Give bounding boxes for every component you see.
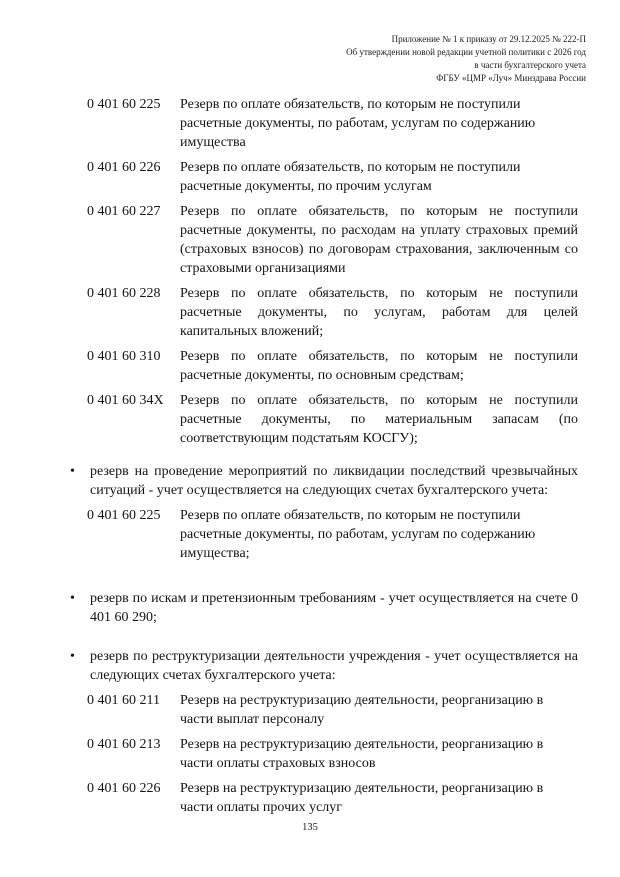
account-code: 0 401 60 227 bbox=[87, 204, 161, 219]
account-entry bbox=[87, 284, 578, 341]
account-entry bbox=[87, 95, 578, 152]
account-description: Резерв на реструктуризацию деятельности, реорганизацию в части оплаты прочих услуг bbox=[180, 781, 544, 815]
header-line-organization: ФГБУ «ЦМР «Луч» Минздрава России bbox=[436, 73, 586, 83]
account-code: 0 401 60 211 bbox=[87, 693, 160, 708]
account-entry bbox=[87, 691, 578, 729]
document-header bbox=[0, 0, 620, 85]
account-entry bbox=[87, 158, 578, 196]
account-description: Резерв по оплате обязательств, по которым не поступили расчетные документы, по материальным запасам (по соответствующим подстатьям КОСГУ); bbox=[180, 393, 578, 446]
account-code: 0 401 60 34X bbox=[87, 393, 164, 408]
bullet-item-emergency-reserve bbox=[70, 462, 578, 500]
account-code: 0 401 60 226 bbox=[87, 781, 161, 796]
account-description: Резерв по оплате обязательств, по которым не поступили расчетные документы, по расходам на уплату страховых премий (страховых взносов) по договорам страхования, заключенным со страховыми организациями bbox=[180, 204, 578, 276]
account-code: 0 401 60 310 bbox=[87, 349, 161, 364]
header-line-order: Об утверждении новой редакции учетной политики с 2026 год bbox=[346, 47, 586, 57]
account-description: Резерв по оплате обязательств, по которым не поступили расчетные документы, по работам, услугам по содержанию имущества bbox=[180, 97, 536, 150]
account-entry bbox=[87, 347, 578, 385]
account-code: 0 401 60 213 bbox=[87, 737, 161, 752]
header-line-appendix: Приложение № 1 к приказу от 29.12.2025 № 222-П bbox=[391, 34, 586, 44]
bullet-text: резерв на проведение мероприятий по ликвидации последствий чрезвычайных ситуаций - учет осуществляется на следующих счетах бухгалтерского учета: bbox=[90, 464, 578, 498]
page-number: 135 bbox=[302, 822, 318, 833]
account-entry bbox=[87, 779, 578, 817]
account-entry bbox=[87, 391, 578, 448]
account-description: Резерв по оплате обязательств, по которым не поступили расчетные документы, по работам, услугам по содержанию имущества; bbox=[180, 508, 536, 561]
account-code: 0 401 60 226 bbox=[87, 160, 161, 175]
account-code: 0 401 60 225 bbox=[87, 508, 161, 523]
account-entry bbox=[87, 506, 578, 563]
account-description: Резерв по оплате обязательств, по которым не поступили расчетные документы, по услугам, работам для целей капитальных вложений; bbox=[180, 286, 578, 339]
account-description: Резерв по оплате обязательств, по которым не поступили расчетные документы, по прочим услугам bbox=[180, 160, 521, 194]
account-description: Резерв на реструктуризацию деятельности, реорганизацию в части оплаты страховых взносов bbox=[180, 737, 544, 771]
document-body bbox=[0, 95, 620, 817]
bullet-item-restructuring-reserve bbox=[70, 647, 578, 685]
bullet-marker-icon: • bbox=[70, 591, 75, 606]
account-description: Резерв по оплате обязательств, по которым не поступили расчетные документы, по основным средствам; bbox=[180, 349, 578, 383]
bullet-marker-icon: • bbox=[70, 649, 75, 664]
bullet-item-claims-reserve bbox=[70, 589, 578, 627]
bullet-text: резерв по реструктуризации деятельности учреждения - учет осуществляется на следующих счетах бухгалтерского учета: bbox=[90, 649, 578, 683]
account-entry bbox=[87, 202, 578, 278]
account-description: Резерв на реструктуризацию деятельности, реорганизацию в части выплат персоналу bbox=[180, 693, 544, 727]
bullet-text: резерв по искам и претензионным требованиям - учет осуществляется на счете 0 401 60 290; bbox=[90, 591, 578, 625]
bullet-marker-icon: • bbox=[70, 464, 75, 479]
account-code: 0 401 60 225 bbox=[87, 97, 161, 112]
header-line-accounting: в части бухгалтерского учета bbox=[474, 60, 586, 70]
account-code: 0 401 60 228 bbox=[87, 286, 161, 301]
account-entry bbox=[87, 735, 578, 773]
